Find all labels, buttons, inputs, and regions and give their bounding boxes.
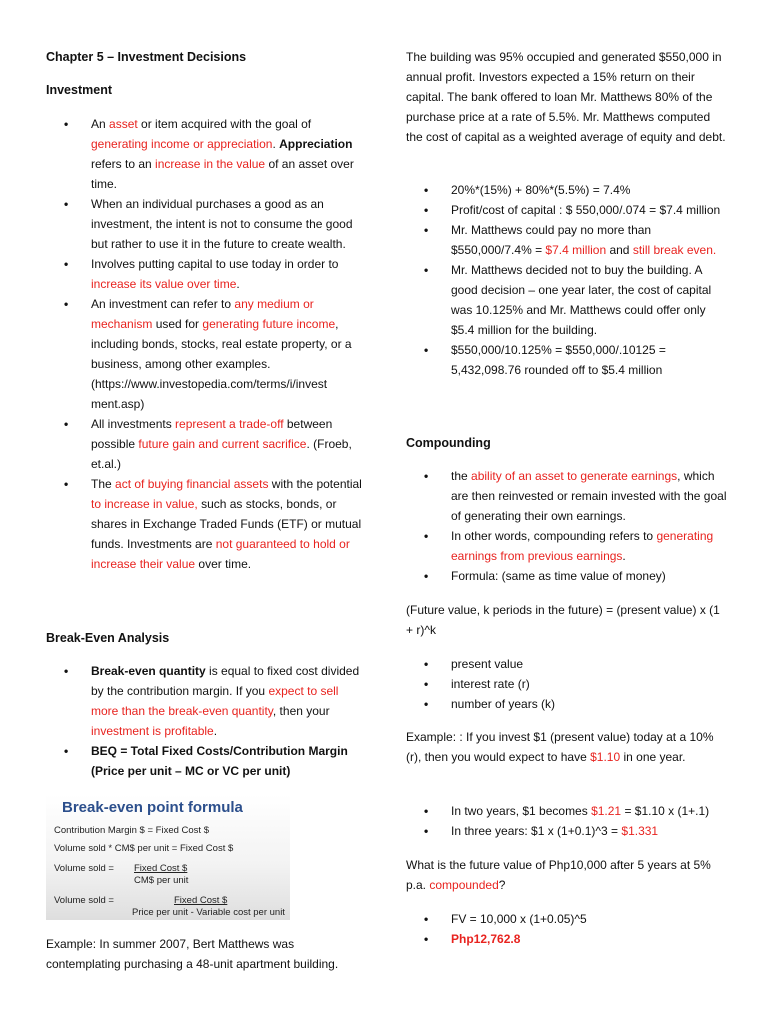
- highlighted-text: ability of an asset to generate earnings: [471, 469, 678, 483]
- text-run: Example: : If you invest $1 (present value) today at a 10% (r), then you would expect to have: [406, 730, 714, 764]
- text-run: All investments: [91, 417, 176, 431]
- text-run: , including bonds, stocks, real estate property, or a business, among other examples. (https://www.investopedia.com/terms/i/invest ment.asp): [91, 317, 352, 411]
- text-run: , then your: [272, 704, 330, 718]
- text-run: 20%*(15%) + 80%*(5.5%) = 7.4%: [451, 183, 631, 197]
- list-item: [406, 566, 728, 586]
- figure-line-4-label: Volume sold =: [54, 895, 114, 906]
- list-item: [406, 821, 728, 841]
- text-run: with the potential: [268, 477, 362, 491]
- highlighted-text: $7.4 million: [545, 243, 607, 257]
- list-item: [46, 294, 366, 414]
- list-item: [406, 909, 728, 929]
- text-run: = $1.10 x (1+.1): [621, 804, 710, 818]
- text-run: .: [213, 724, 218, 738]
- bold-text: Break-even quantity: [91, 664, 206, 678]
- text-run: $550,000/10.125% = $550,000/.10125 = 5,432,098.76 rounded off to $5.4 million: [451, 343, 666, 377]
- text-run: . (Froeb, et.al.): [91, 437, 352, 471]
- text-run: FV = 10,000 x (1+0.05)^5: [451, 912, 587, 926]
- text-run: Formula: (same as time value of money): [451, 569, 666, 583]
- bullet-icon: •: [424, 677, 429, 691]
- bullet-icon: •: [424, 932, 429, 946]
- bullet-icon: •: [64, 477, 69, 491]
- example-paragraph: Example: In summer 2007, Bert Matthews was contemplating purchasing a 48-unit apartment building.: [46, 937, 339, 971]
- compounding-formula: (Future value, k periods in the future) = (present value) x (1 + r)^k: [406, 603, 720, 637]
- future-value-question: [406, 855, 728, 895]
- bullet-icon: •: [64, 257, 69, 271]
- bullet-icon: •: [424, 569, 429, 583]
- highlighted-text: expect to sell more than the break-even quantity: [91, 684, 339, 718]
- bullet-icon: •: [64, 417, 69, 431]
- investment-heading: Investment: [46, 83, 112, 97]
- bullet-icon: •: [424, 697, 429, 711]
- list-item: [406, 674, 728, 694]
- bullet-icon: •: [64, 744, 69, 758]
- intro-paragraph: The building was 95% occupied and generated $550,000 in annual profit. Investors expected a 15% return on their capital. The bank offered to loan Mr. Matthews 80% of the purchase price at a rate of 5.5%. Mr. Matthews computed the cost of capital as a weighted average of equity and debt.: [406, 50, 726, 144]
- highlighted-text: represent a trade-off: [175, 417, 284, 431]
- text-run: Involves putting capital to use today in order to: [91, 257, 339, 271]
- figure-line-4-denominator: Price per unit - Variable cost per unit: [132, 907, 285, 918]
- bullet-icon: •: [424, 824, 429, 838]
- text-run: .: [622, 549, 626, 563]
- text-run: What is the future value of Php10,000 after 5 years at 5% p.a.: [406, 858, 711, 892]
- figure-line-1: Contribution Margin $ = Fixed Cost $: [54, 825, 209, 836]
- text-run: or item acquired with the goal of: [137, 117, 312, 131]
- highlighted-text: increase in the value: [155, 157, 266, 171]
- list-item: [406, 466, 728, 526]
- text-run: present value: [451, 657, 524, 671]
- years-list: [406, 801, 728, 841]
- bullet-icon: •: [64, 117, 69, 131]
- text-run: In three years: $1 x (1+0.1)^3 =: [451, 824, 622, 838]
- list-item: [406, 180, 728, 200]
- highlighted-text: still break even.: [632, 243, 717, 257]
- text-run: ?: [498, 878, 506, 892]
- breakeven-heading: Break-Even Analysis: [46, 631, 170, 645]
- text-run: .: [236, 277, 240, 291]
- text-run: When an individual purchases a good as an investment, the intent is not to consume the good but rather to use it in the future to create wealth.: [91, 197, 353, 251]
- list-item: [46, 114, 366, 194]
- text-run: refers to an: [91, 157, 156, 171]
- list-item: [406, 694, 728, 714]
- chapter-title: Chapter 5 – Investment Decisions: [46, 50, 247, 64]
- list-item: [46, 414, 366, 474]
- figure-line-3-denominator: CM$ per unit: [134, 875, 189, 886]
- highlighted-text: future gain and current sacrifice: [138, 437, 307, 451]
- figure-line-3-numerator: Fixed Cost $: [134, 863, 188, 874]
- figure-line-2: Volume sold * CM$ per unit = Fixed Cost $: [54, 843, 234, 854]
- compounding-example: [406, 727, 728, 767]
- list-item: [406, 801, 728, 821]
- compounding-heading: Compounding: [406, 436, 491, 450]
- list-item: [46, 194, 366, 254]
- highlighted-text: any medium or mechanism: [91, 297, 314, 331]
- text-run: In other words, compounding refers to: [451, 529, 657, 543]
- list-item: [406, 654, 728, 674]
- list-item: [46, 474, 366, 574]
- text-run: in one year.: [620, 750, 686, 764]
- breakeven-list: [46, 661, 366, 781]
- text-run: Profit/cost of capital : $ 550,000/.074 = $7.4 million: [451, 203, 721, 217]
- text-run: Mr. Matthews could pay no more than $550,000/7.4% =: [451, 223, 652, 257]
- bullet-icon: •: [64, 297, 69, 311]
- text-run: and: [606, 243, 633, 257]
- bullet-icon: •: [424, 804, 429, 818]
- text-run: the: [451, 469, 472, 483]
- highlighted-text: act of buying financial assets: [115, 477, 269, 491]
- text-run: .: [272, 137, 280, 151]
- bullet-icon: •: [424, 912, 429, 926]
- text-run: , which are then reinvested or remain invested with the goal of generating their own earnings.: [451, 469, 727, 523]
- highlighted-text: generating future income: [202, 317, 336, 331]
- text-run: over time.: [195, 557, 252, 571]
- highlighted-text: $1.21: [591, 804, 622, 818]
- highlighted-text: investment is profitable: [91, 724, 214, 738]
- highlighted-text: generating income or appreciation: [91, 137, 273, 151]
- highlighted-text: compounded: [429, 878, 499, 892]
- highlighted-text: generating earnings from previous earnings: [451, 529, 714, 563]
- bullet-icon: •: [424, 223, 429, 237]
- highlighted-text: Php12,762.8: [451, 932, 521, 946]
- text-run: used for: [152, 317, 203, 331]
- highlighted-text: asset: [109, 117, 138, 131]
- text-run: Mr. Matthews decided not to buy the building. A good decision – one year later, the cost of capital was 10.125% and Mr. Matthews could offer only $5.4 million for the building.: [451, 263, 712, 337]
- highlighted-text: $1.10: [590, 750, 621, 764]
- bullet-icon: •: [424, 529, 429, 543]
- bullet-icon: •: [424, 263, 429, 277]
- figure-title: Break-even point formula: [62, 799, 243, 816]
- figure-line-4-numerator: Fixed Cost $: [174, 895, 228, 906]
- text-run: is equal to fixed cost divided by the contribution margin. If you: [91, 664, 360, 698]
- text-run: number of years (k): [451, 697, 556, 711]
- text-run: interest rate (r): [451, 677, 530, 691]
- bullet-icon: •: [424, 657, 429, 671]
- list-item: [406, 526, 728, 566]
- bullet-icon: •: [424, 469, 429, 483]
- text-run: An: [91, 117, 110, 131]
- figure-line-3-label: Volume sold =: [54, 863, 114, 874]
- list-item: [406, 200, 728, 220]
- text-run: such as stocks, bonds, or shares in Exchange Traded Funds (ETF) or mutual funds. Investments are: [91, 497, 362, 551]
- list-item: [46, 661, 366, 741]
- text-run: between possible: [91, 417, 333, 451]
- text-run: of an asset over time.: [91, 157, 354, 191]
- compounding-list: [406, 466, 728, 586]
- highlighted-text: increase its value over time: [91, 277, 237, 291]
- text-run: An investment can refer to: [91, 297, 235, 311]
- text-run: In two years, $1 becomes: [451, 804, 592, 818]
- list-item: [46, 741, 366, 781]
- investment-list: [46, 114, 366, 574]
- bold-text: Appreciation: [279, 137, 353, 151]
- text-run: The: [91, 477, 116, 491]
- highlighted-text: $1.331: [621, 824, 659, 838]
- bullet-icon: •: [64, 197, 69, 211]
- calculation-list: [406, 180, 728, 380]
- list-item: [406, 340, 728, 380]
- breakeven-formula-figure: [46, 795, 290, 920]
- list-item: [46, 254, 366, 294]
- highlighted-text: to increase in value,: [91, 497, 198, 511]
- bullet-icon: •: [64, 664, 69, 678]
- bullet-icon: •: [424, 203, 429, 217]
- list-item: [406, 220, 728, 260]
- bold-text: BEQ = Total Fixed Costs/Contribution Margin (Price per unit – MC or VC per unit): [91, 744, 348, 778]
- list-item: [406, 929, 728, 949]
- bullet-icon: •: [424, 343, 429, 357]
- answer-list: [406, 909, 728, 949]
- bullet-icon: •: [424, 183, 429, 197]
- highlighted-text: not guaranteed to hold or increase their value: [91, 537, 350, 571]
- formula-variables-list: [406, 654, 728, 714]
- list-item: [406, 260, 728, 340]
